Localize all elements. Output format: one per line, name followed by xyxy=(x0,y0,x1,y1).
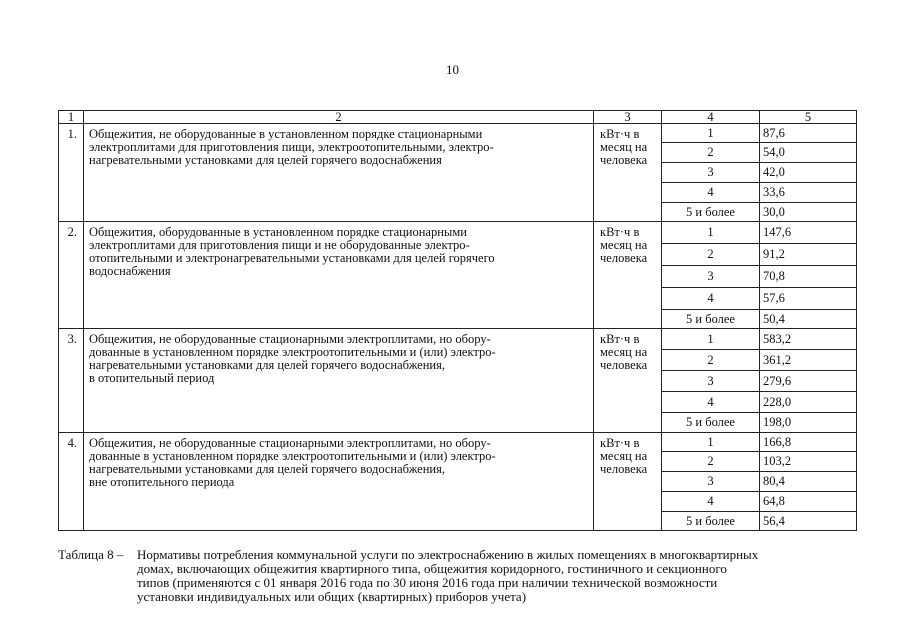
rooms-cell: 3 xyxy=(662,163,760,183)
value-cell: 54,0 xyxy=(760,143,857,163)
description-line: дованные в установленном порядке электроотопительными и (или) электро- xyxy=(89,345,496,359)
value-cell: 70,8 xyxy=(760,266,857,288)
unit-line: месяц на xyxy=(600,140,648,154)
value-cell: 50,4 xyxy=(760,310,857,329)
caption-label: Таблица 8 – xyxy=(58,547,124,562)
description-line: вне отопительного периода xyxy=(89,475,235,489)
caption-line: Нормативы потребления коммунальной услуги по электроснабжению в жилых помещениях в многоквартирных xyxy=(137,547,759,562)
value-cell: 103,2 xyxy=(760,452,857,472)
page-number: 10 xyxy=(446,62,459,77)
caption-line: установки индивидуальных или общих (квартирных) приборов учета) xyxy=(137,589,527,604)
rooms-cell: 4 xyxy=(662,392,760,413)
rooms-cell: 1 xyxy=(662,124,760,143)
value-cell: 361,2 xyxy=(760,350,857,371)
rooms-cell: 1 xyxy=(662,329,760,350)
description-line: отопительными и электронагревательными установками для целей горячего xyxy=(89,251,495,265)
rooms-cell: 4 xyxy=(662,183,760,203)
column-header: 3 xyxy=(594,111,662,124)
unit-line: человека xyxy=(600,462,648,476)
caption-line: типов (применяются с 01 января 2016 года по 30 июня 2016 года при наличии технической возможности xyxy=(137,575,718,590)
row-unit xyxy=(594,433,662,531)
row-number: 3. xyxy=(59,329,84,433)
rooms-cell: 3 xyxy=(662,371,760,392)
table-header-row xyxy=(59,111,857,124)
rooms-cell: 2 xyxy=(662,244,760,266)
value-cell: 30,0 xyxy=(760,203,857,222)
table-row xyxy=(59,124,857,143)
row-description xyxy=(84,222,594,329)
description-line: Общежития, не оборудованные стационарными электроплитами, но обору- xyxy=(89,436,491,450)
rooms-cell: 5 и более xyxy=(662,512,760,531)
table-row xyxy=(59,433,857,452)
description-line: нагревательными установками для целей горячего водоснабжения xyxy=(89,153,442,167)
rooms-cell: 4 xyxy=(662,288,760,310)
value-cell: 166,8 xyxy=(760,433,857,452)
rooms-cell: 3 xyxy=(662,266,760,288)
unit-line: кВт·ч в xyxy=(600,225,640,239)
value-cell: 42,0 xyxy=(760,163,857,183)
column-header: 2 xyxy=(84,111,594,124)
value-cell: 80,4 xyxy=(760,472,857,492)
norms-table xyxy=(58,110,857,531)
unit-line: кВт·ч в xyxy=(600,332,640,346)
rooms-cell: 2 xyxy=(662,143,760,163)
rooms-cell: 2 xyxy=(662,350,760,371)
unit-line: месяц на xyxy=(600,238,648,252)
row-unit xyxy=(594,329,662,433)
table-row xyxy=(59,329,857,350)
row-description xyxy=(84,124,594,222)
description-line: нагревательными установками для целей горячего водоснабжения, xyxy=(89,462,445,476)
value-cell: 56,4 xyxy=(760,512,857,531)
value-cell: 198,0 xyxy=(760,413,857,433)
unit-line: кВт·ч в xyxy=(600,127,640,141)
unit-line: кВт·ч в xyxy=(600,436,640,450)
description-line: Общежития, оборудованные в установленном порядке стационарными xyxy=(89,225,467,239)
description-line: в отопительный период xyxy=(89,371,215,385)
unit-line: месяц на xyxy=(600,345,648,359)
column-header: 1 xyxy=(59,111,84,124)
value-cell: 279,6 xyxy=(760,371,857,392)
column-header: 4 xyxy=(662,111,760,124)
table-row xyxy=(59,222,857,244)
unit-line: человека xyxy=(600,251,648,265)
description-line: электроплитами для приготовления пищи и не оборудованные электро- xyxy=(89,238,470,252)
rooms-cell: 1 xyxy=(662,433,760,452)
description-line: дованные в установленном порядке электроотопительными и (или) электро- xyxy=(89,449,496,463)
caption-line: домах, включающих общежития квартирного типа, общежития коридорного, гостиничного и секционного xyxy=(137,561,727,576)
description-line: водоснабжения xyxy=(89,264,171,278)
rooms-cell: 3 xyxy=(662,472,760,492)
value-cell: 57,6 xyxy=(760,288,857,310)
value-cell: 228,0 xyxy=(760,392,857,413)
value-cell: 64,8 xyxy=(760,492,857,512)
caption-text xyxy=(137,548,857,604)
row-description xyxy=(84,433,594,531)
value-cell: 583,2 xyxy=(760,329,857,350)
unit-line: человека xyxy=(600,153,648,167)
rooms-cell: 4 xyxy=(662,492,760,512)
value-cell: 87,6 xyxy=(760,124,857,143)
rooms-cell: 5 и более xyxy=(662,413,760,433)
value-cell: 91,2 xyxy=(760,244,857,266)
description-line: Общежития, не оборудованные стационарными электроплитами, но обору- xyxy=(89,332,491,346)
row-unit xyxy=(594,222,662,329)
column-header: 5 xyxy=(760,111,857,124)
rooms-cell: 5 и более xyxy=(662,203,760,222)
row-number: 1. xyxy=(59,124,84,222)
row-number: 2. xyxy=(59,222,84,329)
unit-line: человека xyxy=(600,358,648,372)
value-cell: 147,6 xyxy=(760,222,857,244)
value-cell: 33,6 xyxy=(760,183,857,203)
rooms-cell: 5 и более xyxy=(662,310,760,329)
rooms-cell: 1 xyxy=(662,222,760,244)
row-number: 4. xyxy=(59,433,84,531)
unit-line: месяц на xyxy=(600,449,648,463)
description-line: Общежития, не оборудованные в установленном порядке стационарными xyxy=(89,127,483,141)
rooms-cell: 2 xyxy=(662,452,760,472)
row-description xyxy=(84,329,594,433)
row-unit xyxy=(594,124,662,222)
description-line: электроплитами для приготовления пищи, электроотопительными, электро- xyxy=(89,140,494,154)
description-line: нагревательными установками для целей горячего водоснабжения, xyxy=(89,358,445,372)
